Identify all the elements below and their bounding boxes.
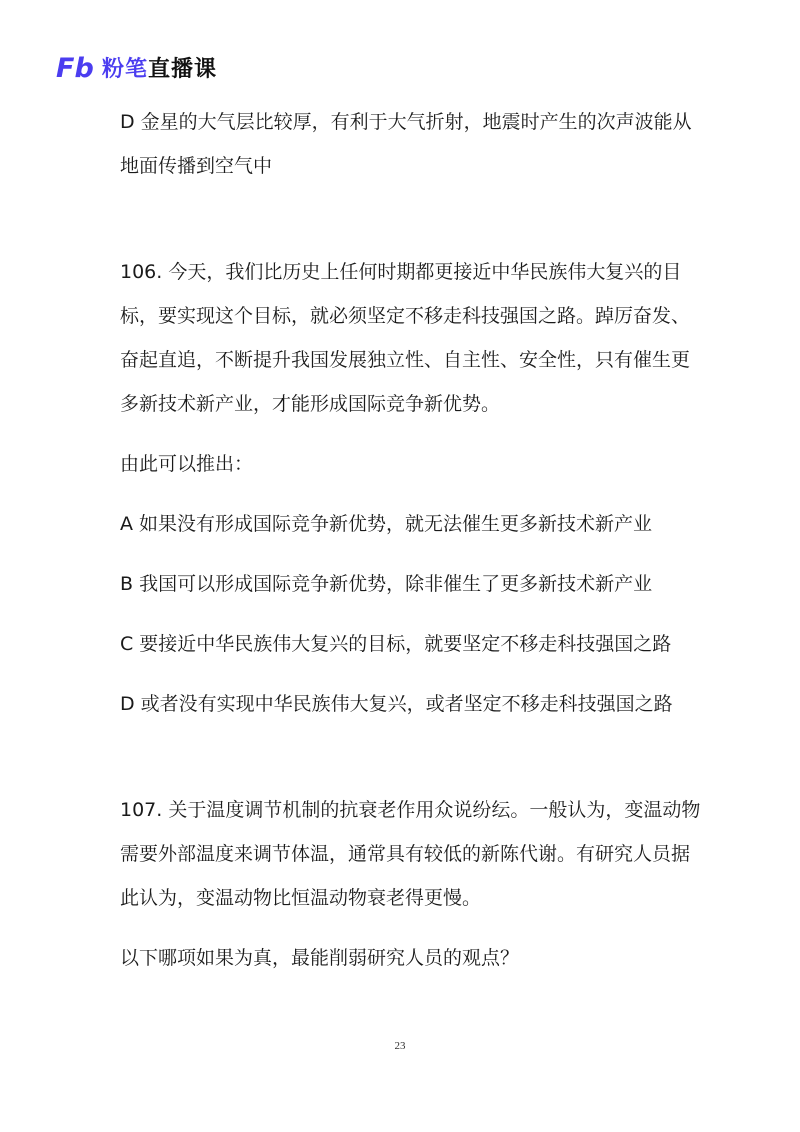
- question-106-option-b: B 我国可以形成国际竞争新优势，除非催生了更多新技术新产业: [120, 573, 653, 595]
- text-line: 地面传播到空气中: [120, 155, 273, 177]
- brand-logo: [56, 50, 217, 84]
- document-body: [120, 100, 701, 980]
- question-106-option-a: A 如果没有形成国际竞争新优势，就无法催生更多新技术新产业: [120, 513, 653, 535]
- brand-name: 粉笔: [102, 56, 149, 82]
- text-line: 此认为，变温动物比恒温动物衰老得更慢。: [120, 887, 482, 909]
- text-line: 106. 今天，我们比历史上任何时期都更接近中华民族伟大复兴的目: [120, 261, 682, 283]
- logo-mark-text: Fb: [56, 53, 94, 84]
- text-line: D 金星的大气层比较厚，有利于大气折射，地震时产生的次声波能从: [120, 111, 692, 133]
- text-line: 多新技术新产业，才能形成国际竞争新优势。: [120, 393, 501, 415]
- fenbi-logo-icon: [56, 50, 96, 84]
- text-line: 标，要实现这个目标，就必须坚定不移走科技强国之路。踔厉奋发、: [120, 305, 691, 327]
- brand-subtitle: 直播课: [148, 56, 218, 82]
- question-107-stem: [120, 788, 701, 920]
- page-number: 23: [394, 1040, 406, 1052]
- question-106-option-c: C 要接近中华民族伟大复兴的目标，就要坚定不移走科技强国之路: [120, 633, 672, 655]
- question-106-prompt: 由此可以推出：: [120, 453, 254, 475]
- question-106-stem: [120, 250, 690, 426]
- text-line: 107. 关于温度调节机制的抗衰老作用众说纷纭。一般认为，变温动物: [120, 799, 701, 821]
- question-106-option-d: D 或者没有实现中华民族伟大复兴，或者坚定不移走科技强国之路: [120, 693, 673, 715]
- question-107-prompt: 以下哪项如果为真，最能削弱研究人员的观点？: [120, 947, 520, 969]
- text-line: 奋起直追，不断提升我国发展独立性、自主性、安全性，只有催生更: [120, 349, 691, 371]
- text-line: 需要外部温度来调节体温，通常具有较低的新陈代谢。有研究人员据: [120, 843, 691, 865]
- prev-question-option-d: [120, 100, 690, 188]
